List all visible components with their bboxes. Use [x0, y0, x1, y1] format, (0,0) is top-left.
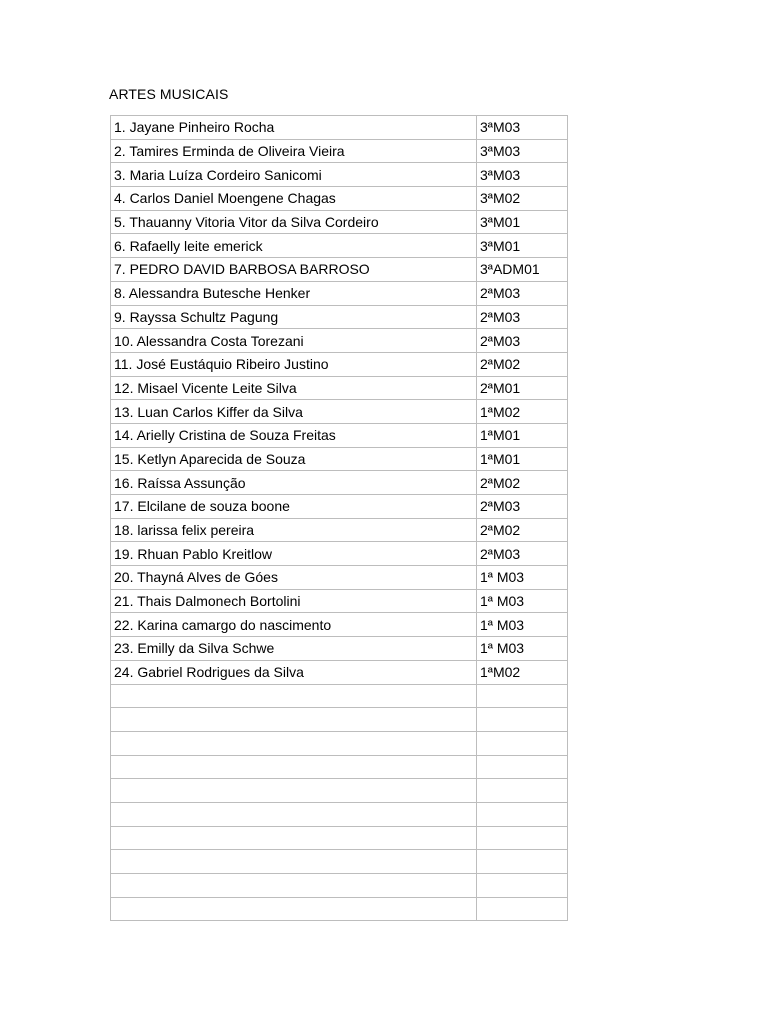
table-row — [111, 329, 568, 353]
class-code-cell — [477, 826, 568, 850]
student-name-cell: 24. Gabriel Rodrigues da Silva — [111, 660, 477, 684]
class-code-cell — [477, 684, 568, 708]
student-name-cell: 10. Alessandra Costa Torezani — [111, 329, 477, 353]
student-name-cell — [111, 731, 477, 755]
student-name-cell: 7. PEDRO DAVID BARBOSA BARROSO — [111, 258, 477, 282]
table-row — [111, 210, 568, 234]
table-row — [111, 447, 568, 471]
student-name-cell — [111, 684, 477, 708]
student-name-cell: 4. Carlos Daniel Moengene Chagas — [111, 187, 477, 211]
class-code-cell: 1ªM02 — [477, 400, 568, 424]
table-row — [111, 423, 568, 447]
class-code-cell: 1ª M03 — [477, 566, 568, 590]
table-row — [111, 495, 568, 519]
page-title: ARTES MUSICAIS — [109, 86, 229, 102]
student-name-cell: 2. Tamires Erminda de Oliveira Vieira — [111, 139, 477, 163]
class-code-cell: 1ª M03 — [477, 589, 568, 613]
class-code-cell: 1ª M03 — [477, 613, 568, 637]
student-name-cell: 17. Elcilane de souza boone — [111, 495, 477, 519]
class-code-cell: 3ªM01 — [477, 210, 568, 234]
class-code-cell: 1ªM02 — [477, 660, 568, 684]
table-row — [111, 305, 568, 329]
class-code-cell: 2ªM03 — [477, 305, 568, 329]
table-row — [111, 826, 568, 850]
table-row — [111, 352, 568, 376]
student-name-cell — [111, 897, 477, 921]
table-row — [111, 684, 568, 708]
table-row — [111, 850, 568, 874]
table-row — [111, 163, 568, 187]
student-name-cell: 22. Karina camargo do nascimento — [111, 613, 477, 637]
table-row — [111, 471, 568, 495]
student-name-cell: 18. larissa felix pereira — [111, 518, 477, 542]
table-row — [111, 281, 568, 305]
table-row — [111, 518, 568, 542]
table-row — [111, 187, 568, 211]
class-code-cell: 2ªM03 — [477, 542, 568, 566]
table-row — [111, 258, 568, 282]
table-row — [111, 139, 568, 163]
class-code-cell — [477, 708, 568, 732]
table-row — [111, 874, 568, 898]
class-code-cell — [477, 850, 568, 874]
table-row — [111, 802, 568, 826]
student-name-cell: 19. Rhuan Pablo Kreitlow — [111, 542, 477, 566]
student-name-cell: 9. Rayssa Schultz Pagung — [111, 305, 477, 329]
table-row — [111, 542, 568, 566]
student-name-cell: 6. Rafaelly leite emerick — [111, 234, 477, 258]
student-name-cell — [111, 874, 477, 898]
student-name-cell: 3. Maria Luíza Cordeiro Sanicomi — [111, 163, 477, 187]
class-code-cell: 2ªM02 — [477, 352, 568, 376]
student-name-cell — [111, 826, 477, 850]
class-code-cell: 3ªM03 — [477, 163, 568, 187]
class-code-cell: 1ªM01 — [477, 447, 568, 471]
class-code-cell: 3ªM01 — [477, 234, 568, 258]
class-code-cell — [477, 874, 568, 898]
table-row — [111, 234, 568, 258]
table-row — [111, 637, 568, 661]
student-name-cell: 8. Alessandra Butesche Henker — [111, 281, 477, 305]
class-code-cell — [477, 779, 568, 803]
student-name-cell — [111, 755, 477, 779]
table-row — [111, 731, 568, 755]
student-table-body — [111, 116, 568, 921]
student-name-cell: 13. Luan Carlos Kiffer da Silva — [111, 400, 477, 424]
table-row — [111, 116, 568, 140]
table-row — [111, 779, 568, 803]
class-code-cell: 2ªM02 — [477, 471, 568, 495]
student-name-cell: 1. Jayane Pinheiro Rocha — [111, 116, 477, 140]
table-row — [111, 566, 568, 590]
class-code-cell: 1ªM01 — [477, 423, 568, 447]
class-code-cell: 1ª M03 — [477, 637, 568, 661]
table-row — [111, 897, 568, 921]
class-code-cell: 3ªM03 — [477, 139, 568, 163]
table-row — [111, 613, 568, 637]
class-code-cell: 3ªM03 — [477, 116, 568, 140]
student-name-cell: 5. Thauanny Vitoria Vitor da Silva Cordeiro — [111, 210, 477, 234]
student-name-cell: 15. Ketlyn Aparecida de Souza — [111, 447, 477, 471]
student-table — [110, 115, 568, 921]
student-name-cell: 12. Misael Vicente Leite Silva — [111, 376, 477, 400]
table-row — [111, 376, 568, 400]
student-name-cell — [111, 802, 477, 826]
table-row — [111, 660, 568, 684]
table-row — [111, 708, 568, 732]
class-code-cell: 3ªADM01 — [477, 258, 568, 282]
table-row — [111, 589, 568, 613]
class-code-cell — [477, 897, 568, 921]
table-row — [111, 400, 568, 424]
class-code-cell: 3ªM02 — [477, 187, 568, 211]
student-name-cell: 20. Thayná Alves de Góes — [111, 566, 477, 590]
student-name-cell — [111, 779, 477, 803]
student-name-cell: 16. Raíssa Assunção — [111, 471, 477, 495]
class-code-cell — [477, 755, 568, 779]
student-name-cell: 14. Arielly Cristina de Souza Freitas — [111, 423, 477, 447]
student-name-cell: 23. Emilly da Silva Schwe — [111, 637, 477, 661]
class-code-cell: 2ªM03 — [477, 329, 568, 353]
class-code-cell — [477, 731, 568, 755]
class-code-cell: 2ªM03 — [477, 281, 568, 305]
class-code-cell: 2ªM01 — [477, 376, 568, 400]
student-name-cell: 21. Thais Dalmonech Bortolini — [111, 589, 477, 613]
class-code-cell: 2ªM02 — [477, 518, 568, 542]
table-row — [111, 755, 568, 779]
student-name-cell: 11. José Eustáquio Ribeiro Justino — [111, 352, 477, 376]
student-name-cell — [111, 708, 477, 732]
class-code-cell: 2ªM03 — [477, 495, 568, 519]
class-code-cell — [477, 802, 568, 826]
student-name-cell — [111, 850, 477, 874]
